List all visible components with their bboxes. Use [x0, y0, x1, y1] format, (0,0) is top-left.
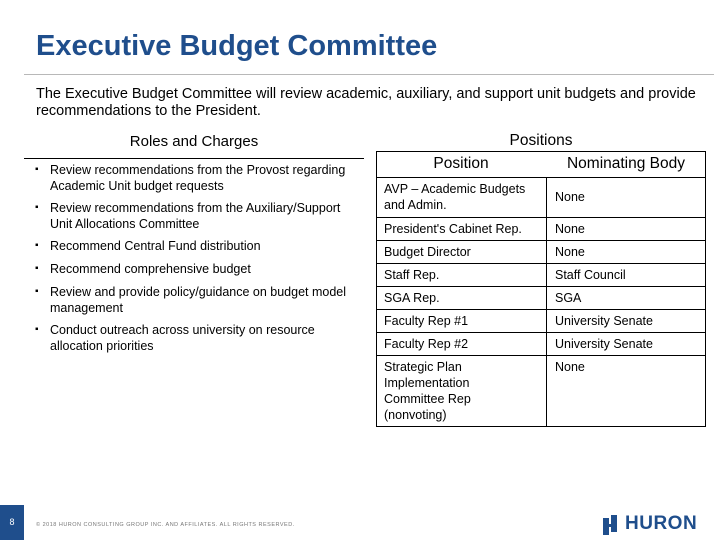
- bullet-icon: ▪: [35, 263, 39, 274]
- page-number: 8: [0, 505, 24, 540]
- table-column-divider: [546, 178, 547, 427]
- intro-text: The Executive Budget Committee will review academic, auxiliary, and support unit budgets and provide recommendations to the President.: [36, 86, 696, 119]
- bullet-icon: ▪: [35, 164, 39, 175]
- column-header-nominating-body: Nominating Body: [566, 155, 686, 172]
- table-cell-position: Faculty Rep #1: [384, 314, 469, 328]
- list-item: ▪ Recommend comprehensive budget: [35, 262, 251, 276]
- list-item: ▪ Conduct outreach across university on resource allocation priorities: [35, 323, 315, 353]
- table-cell-body: None: [555, 245, 585, 259]
- column-header-position: Position: [433, 155, 489, 172]
- copyright-notice: © 2018 HURON CONSULTING GROUP INC. AND AFFILIATES. ALL RIGHTS RESERVED.: [36, 522, 295, 528]
- table-header-divider: [376, 177, 706, 178]
- bullet-icon: ▪: [35, 240, 39, 251]
- row-divider: [376, 240, 706, 241]
- table-cell-position: AVP – Academic Budgets and Admin.: [384, 182, 526, 212]
- table-cell-body: None: [555, 360, 585, 374]
- table-cell-position: President's Cabinet Rep.: [384, 222, 522, 236]
- roles-list: [35, 162, 360, 360]
- row-divider: [376, 263, 706, 264]
- list-item: ▪ Review recommendations from the Provost regarding Academic Unit budget requests: [35, 163, 346, 193]
- row-divider: [376, 286, 706, 287]
- table-cell-body: None: [555, 190, 585, 204]
- bullet-icon: ▪: [35, 202, 39, 213]
- list-item: ▪ Review and provide policy/guidance on budget model management: [35, 285, 347, 315]
- positions-title: Positions: [509, 132, 573, 149]
- bullet-icon: ▪: [35, 324, 39, 335]
- page-title: Executive Budget Committee: [36, 30, 438, 62]
- row-divider: [376, 217, 706, 218]
- table-cell-body: None: [555, 222, 585, 236]
- roles-heading: Roles and Charges: [129, 133, 259, 150]
- huron-logo-icon: [603, 515, 621, 535]
- row-divider: [376, 309, 706, 310]
- table-cell-body: Staff Council: [555, 268, 626, 282]
- table-cell-body: University Senate: [555, 337, 653, 351]
- row-divider: [376, 332, 706, 333]
- bullet-icon: ▪: [35, 286, 39, 297]
- table-cell-body: University Senate: [555, 314, 653, 328]
- logo-text: HURON: [625, 513, 698, 534]
- table-cell-body: SGA: [555, 291, 582, 305]
- list-item: ▪ Recommend Central Fund distribution: [35, 239, 261, 253]
- table-cell-position: Strategic Plan Implementation Committee Rep (nonvoting): [384, 360, 471, 422]
- row-divider: [376, 355, 706, 356]
- list-item: ▪ Review recommendations from the Auxiliary/Support Unit Allocations Committee: [35, 201, 341, 231]
- table-cell-position: Faculty Rep #2: [384, 337, 469, 351]
- table-cell-position: Budget Director: [384, 245, 471, 259]
- title-divider: [24, 74, 714, 75]
- table-cell-position: Staff Rep.: [384, 268, 440, 282]
- table-cell-position: SGA Rep.: [384, 291, 440, 305]
